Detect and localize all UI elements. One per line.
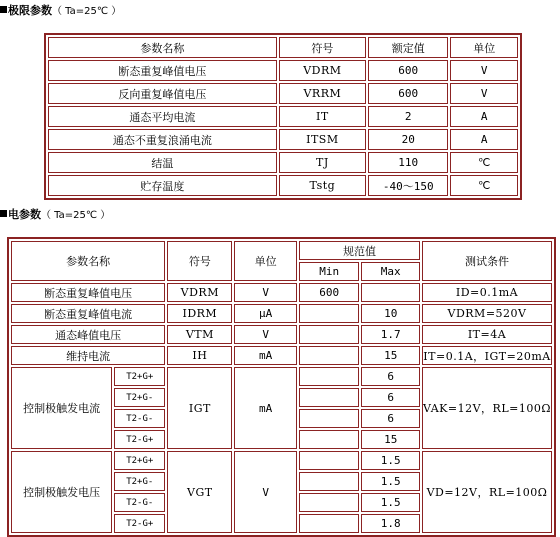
param-name: 通态不重复浪涌电流 bbox=[48, 129, 277, 150]
quadrant-label: T2-G- bbox=[114, 409, 165, 428]
header-rated-value: 额定值 bbox=[368, 37, 448, 58]
param-name: 断态重复峰值电压 bbox=[11, 283, 165, 302]
param-min bbox=[299, 388, 360, 407]
table-row bbox=[11, 304, 552, 323]
param-min bbox=[299, 304, 360, 323]
vgt-unit: V bbox=[234, 451, 297, 533]
limit-params-heading bbox=[0, 2, 121, 18]
table-row bbox=[48, 175, 518, 196]
electrical-params-title: 电参数 bbox=[8, 208, 41, 221]
vgt-symbol: VGT bbox=[167, 451, 232, 533]
param-min bbox=[299, 346, 360, 365]
igt-test-condition: VAK=12V，RL=100Ω bbox=[422, 367, 552, 449]
param-unit: ℃ bbox=[450, 175, 518, 196]
param-test-condition: IT=4A bbox=[422, 325, 552, 344]
header-spec-value: 规范值 bbox=[299, 241, 420, 260]
param-value: 600 bbox=[368, 60, 448, 81]
param-max: 6 bbox=[361, 388, 420, 407]
param-symbol: IT bbox=[279, 106, 366, 127]
electrical-params-table bbox=[7, 237, 556, 537]
param-symbol: ITSM bbox=[279, 129, 366, 150]
param-min bbox=[299, 451, 360, 470]
param-max: 1.5 bbox=[361, 493, 420, 512]
quadrant-label: T2-G+ bbox=[114, 514, 165, 533]
param-unit: A bbox=[450, 129, 518, 150]
param-value: 110 bbox=[368, 152, 448, 173]
param-name: 反向重复峰值电压 bbox=[48, 83, 277, 104]
electrical-params-condition: （ Ta=25℃ ） bbox=[41, 210, 111, 221]
param-symbol: IDRM bbox=[167, 304, 232, 323]
table-row bbox=[11, 283, 552, 302]
param-max: 10 bbox=[361, 304, 420, 323]
param-symbol: IH bbox=[167, 346, 232, 365]
param-unit: V bbox=[234, 283, 297, 302]
header-unit: 单位 bbox=[234, 241, 297, 281]
param-max: 1.7 bbox=[361, 325, 420, 344]
param-max: 1.5 bbox=[361, 472, 420, 491]
table-row bbox=[11, 325, 552, 344]
param-max: 1.8 bbox=[361, 514, 420, 533]
param-value: 600 bbox=[368, 83, 448, 104]
param-name: 维持电流 bbox=[11, 346, 165, 365]
param-max: 1.5 bbox=[361, 451, 420, 470]
param-symbol: VDRM bbox=[279, 60, 366, 81]
table-row bbox=[48, 152, 518, 173]
param-name: 贮存温度 bbox=[48, 175, 277, 196]
limit-params-title: 极限参数 bbox=[8, 4, 52, 17]
quadrant-label: T2+G- bbox=[114, 388, 165, 407]
table-row bbox=[48, 106, 518, 127]
param-name: 断态重复峰值电压 bbox=[48, 60, 277, 81]
header-min: Min bbox=[299, 262, 360, 281]
table-row bbox=[48, 129, 518, 150]
header-symbol: 符号 bbox=[279, 37, 366, 58]
table-row bbox=[11, 346, 552, 365]
param-unit: V bbox=[450, 60, 518, 81]
table-header-row bbox=[48, 37, 518, 58]
vgt-test-condition: VD=12V，RL=100Ω bbox=[422, 451, 552, 533]
limit-params-condition: （ Ta=25℃ ） bbox=[52, 6, 122, 17]
header-param-name: 参数名称 bbox=[48, 37, 277, 58]
param-test-condition: IT=0.1A，IGT=20mA bbox=[422, 346, 552, 365]
param-name: 通态平均电流 bbox=[48, 106, 277, 127]
param-symbol: VDRM bbox=[167, 283, 232, 302]
param-test-condition: ID=0.1mA bbox=[422, 283, 552, 302]
square-bullet-icon bbox=[0, 210, 7, 217]
igt-unit: mA bbox=[234, 367, 297, 449]
table-header-row bbox=[11, 241, 552, 260]
vgt-param-name: 控制极触发电压 bbox=[11, 451, 112, 533]
param-max: 15 bbox=[361, 430, 420, 449]
igt-symbol: IGT bbox=[167, 367, 232, 449]
param-unit: A bbox=[450, 106, 518, 127]
param-name: 结温 bbox=[48, 152, 277, 173]
param-max bbox=[361, 283, 420, 302]
header-param-name: 参数名称 bbox=[11, 241, 165, 281]
param-value: 20 bbox=[368, 129, 448, 150]
igt-param-name: 控制极触发电流 bbox=[11, 367, 112, 449]
param-unit: mA bbox=[234, 346, 297, 365]
table-row bbox=[48, 60, 518, 81]
table-row bbox=[11, 451, 552, 470]
param-unit: V bbox=[234, 325, 297, 344]
quadrant-label: T2+G- bbox=[114, 472, 165, 491]
param-min bbox=[299, 409, 360, 428]
quadrant-label: T2+G+ bbox=[114, 451, 165, 470]
param-min bbox=[299, 493, 360, 512]
param-value: -40～150 bbox=[368, 175, 448, 196]
param-symbol: TJ bbox=[279, 152, 366, 173]
limit-params-table bbox=[44, 33, 522, 200]
square-bullet-icon bbox=[0, 6, 7, 13]
header-max: Max bbox=[361, 262, 420, 281]
param-min bbox=[299, 430, 360, 449]
param-max: 15 bbox=[361, 346, 420, 365]
param-max: 6 bbox=[361, 367, 420, 386]
quadrant-label: T2-G+ bbox=[114, 430, 165, 449]
param-name: 断态重复峰值电流 bbox=[11, 304, 165, 323]
param-min bbox=[299, 325, 360, 344]
param-min bbox=[299, 472, 360, 491]
param-max: 6 bbox=[361, 409, 420, 428]
header-test-condition: 测试条件 bbox=[422, 241, 552, 281]
param-unit: μA bbox=[234, 304, 297, 323]
param-unit: V bbox=[450, 83, 518, 104]
table-row bbox=[48, 83, 518, 104]
header-unit: 单位 bbox=[450, 37, 518, 58]
param-min: 600 bbox=[299, 283, 360, 302]
param-value: 2 bbox=[368, 106, 448, 127]
table-row bbox=[11, 367, 552, 386]
param-min bbox=[299, 367, 360, 386]
quadrant-label: T2-G- bbox=[114, 493, 165, 512]
header-symbol: 符号 bbox=[167, 241, 232, 281]
param-symbol: VRRM bbox=[279, 83, 366, 104]
param-min bbox=[299, 514, 360, 533]
electrical-params-heading bbox=[0, 206, 110, 222]
param-unit: ℃ bbox=[450, 152, 518, 173]
param-name: 通态峰值电压 bbox=[11, 325, 165, 344]
quadrant-label: T2+G+ bbox=[114, 367, 165, 386]
param-symbol: VTM bbox=[167, 325, 232, 344]
param-symbol: Tstg bbox=[279, 175, 366, 196]
param-test-condition: VDRM=520V bbox=[422, 304, 552, 323]
